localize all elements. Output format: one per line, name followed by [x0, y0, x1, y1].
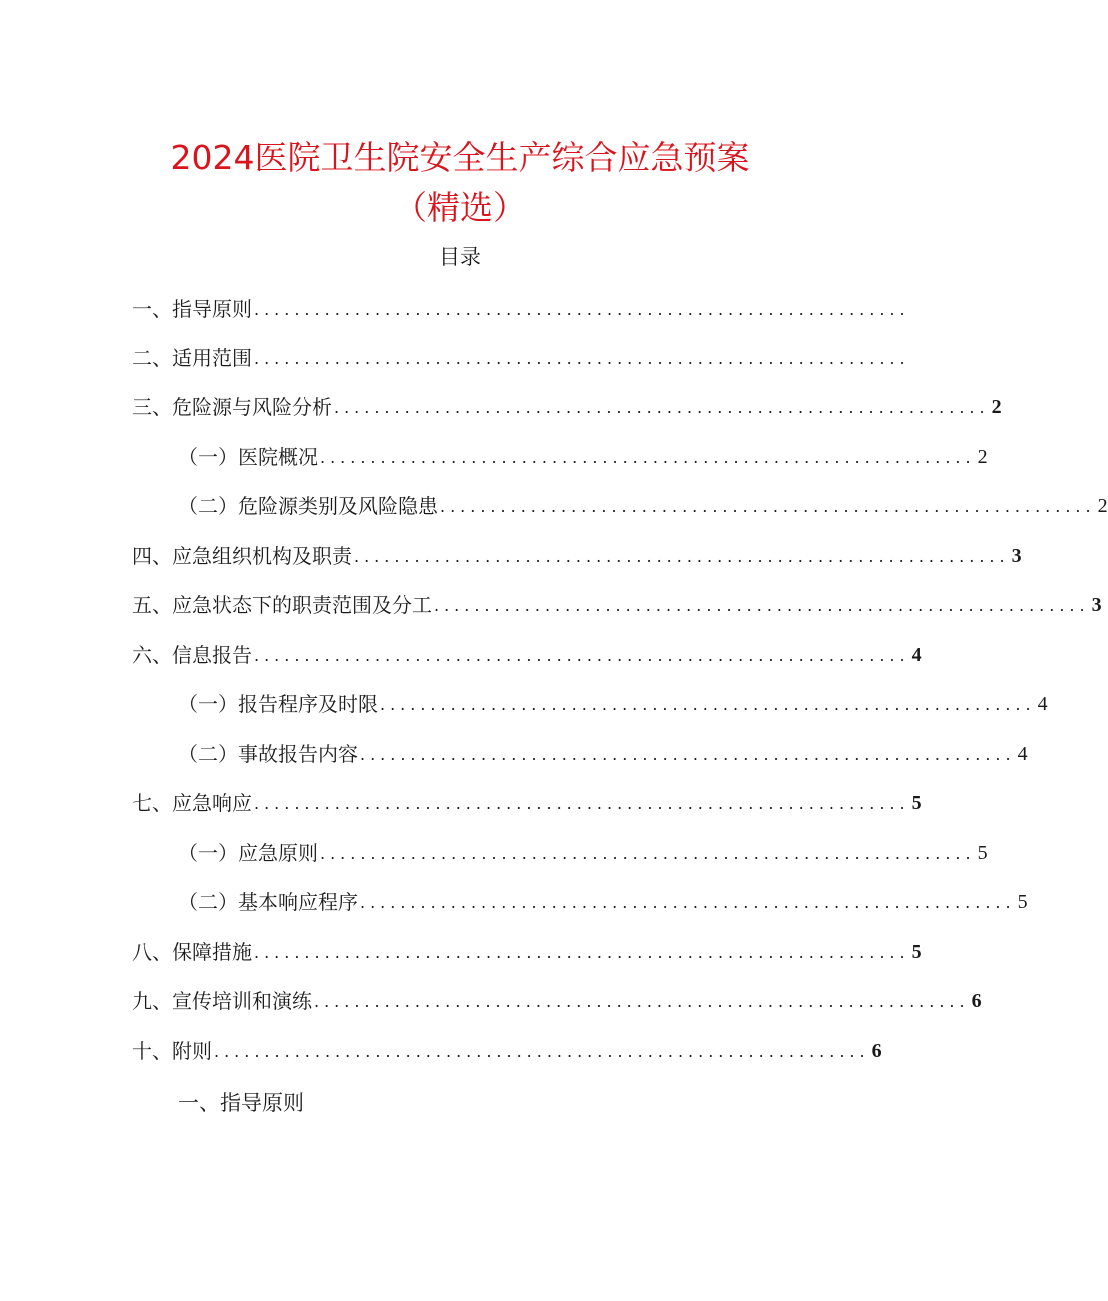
toc-heading: 目录 [439, 245, 481, 269]
toc-leader-dots: ................................................................. [360, 893, 1016, 912]
toc-leader-dots: ................................................................. [254, 646, 910, 665]
toc-leader-dots: ................................................................. [380, 695, 1036, 714]
toc-entry-label: 三、危险源与风险分析 [132, 395, 332, 419]
toc-entry-page: 3 [1011, 545, 1022, 567]
toc-entry[interactable] [132, 987, 982, 1015]
toc-leader-dots: ................................................................. [434, 596, 1090, 615]
toc-entry-label: 六、信息报告 [132, 643, 252, 667]
toc-leader-dots: ................................................................. [254, 349, 910, 368]
toc-entry-page: 6 [871, 1040, 882, 1062]
toc-entry[interactable] [132, 938, 922, 966]
section-heading: 一、指导原则 [178, 1091, 304, 1115]
toc-entry-label: （二）危险源类别及风险隐患 [178, 494, 438, 518]
toc-entry-label: （二）事故报告内容 [178, 742, 358, 766]
toc-leader-dots: ................................................................. [214, 1042, 870, 1061]
toc-entry-page: 2 [977, 446, 988, 468]
toc-entry-page: 4 [1037, 693, 1048, 715]
toc-entry[interactable] [132, 641, 922, 669]
toc-entry[interactable] [178, 690, 1048, 718]
toc-leader-dots: ................................................................. [320, 448, 976, 467]
toc-entry-label: （二）基本响应程序 [178, 890, 358, 914]
toc-entry-label: 五、应急状态下的职责范围及分工 [132, 593, 432, 617]
document-title-line-1: 2024医院卫生院安全生产综合应急预案 [170, 138, 750, 177]
toc-entry-page: 6 [971, 990, 982, 1012]
toc-entry-label: 四、应急组织机构及职责 [132, 544, 352, 568]
toc-leader-dots: ................................................................. [314, 992, 970, 1011]
toc-entry[interactable] [132, 542, 1022, 570]
toc-entry[interactable] [178, 492, 1108, 520]
toc-entry[interactable] [132, 393, 1002, 421]
toc-entry[interactable] [178, 740, 1028, 768]
toc-entry-label: 八、保障措施 [132, 940, 252, 964]
toc-entry-label: （一）医院概况 [178, 445, 318, 469]
toc-entry-page: 3 [1091, 594, 1102, 616]
toc-entry-page: 5 [977, 842, 988, 864]
toc-entry[interactable] [132, 344, 910, 372]
toc-entry[interactable] [178, 839, 988, 867]
toc-entry[interactable] [132, 591, 1102, 619]
toc-entry-page: 5 [1017, 891, 1028, 913]
toc-leader-dots: ................................................................. [254, 794, 910, 813]
document-title-line-2: （精选） [394, 188, 526, 227]
toc-leader-dots: ................................................................. [254, 300, 910, 319]
toc-leader-dots: ................................................................. [334, 398, 990, 417]
toc-entry[interactable] [178, 888, 1028, 916]
toc-entry-label: 二、适用范围 [132, 346, 252, 370]
toc-entry-label: 九、宣传培训和演练 [132, 989, 312, 1013]
toc-entry-page: 4 [1017, 743, 1028, 765]
toc-entry[interactable] [178, 443, 988, 471]
toc-entry-page: 2 [1097, 495, 1108, 517]
toc-entry-label: 十、附则 [132, 1039, 212, 1063]
toc-leader-dots: ................................................................. [320, 844, 976, 863]
toc-leader-dots: ................................................................. [440, 497, 1096, 516]
toc-leader-dots: ................................................................. [254, 943, 910, 962]
toc-entry-label: （一）报告程序及时限 [178, 692, 378, 716]
toc-entry[interactable] [132, 1037, 882, 1065]
toc-entry[interactable] [132, 789, 922, 817]
toc-entry-label: 一、指导原则 [132, 297, 252, 321]
toc-entry-page: 5 [911, 941, 922, 963]
toc-entry-page: 2 [991, 396, 1002, 418]
toc-entry-label: 七、应急响应 [132, 791, 252, 815]
toc-entry-page: 5 [911, 792, 922, 814]
toc-entry[interactable] [132, 295, 910, 323]
toc-entry-page: 4 [911, 644, 922, 666]
toc-entry-label: （一）应急原则 [178, 841, 318, 865]
toc-leader-dots: ................................................................. [354, 547, 1010, 566]
toc-leader-dots: ................................................................. [360, 745, 1016, 764]
